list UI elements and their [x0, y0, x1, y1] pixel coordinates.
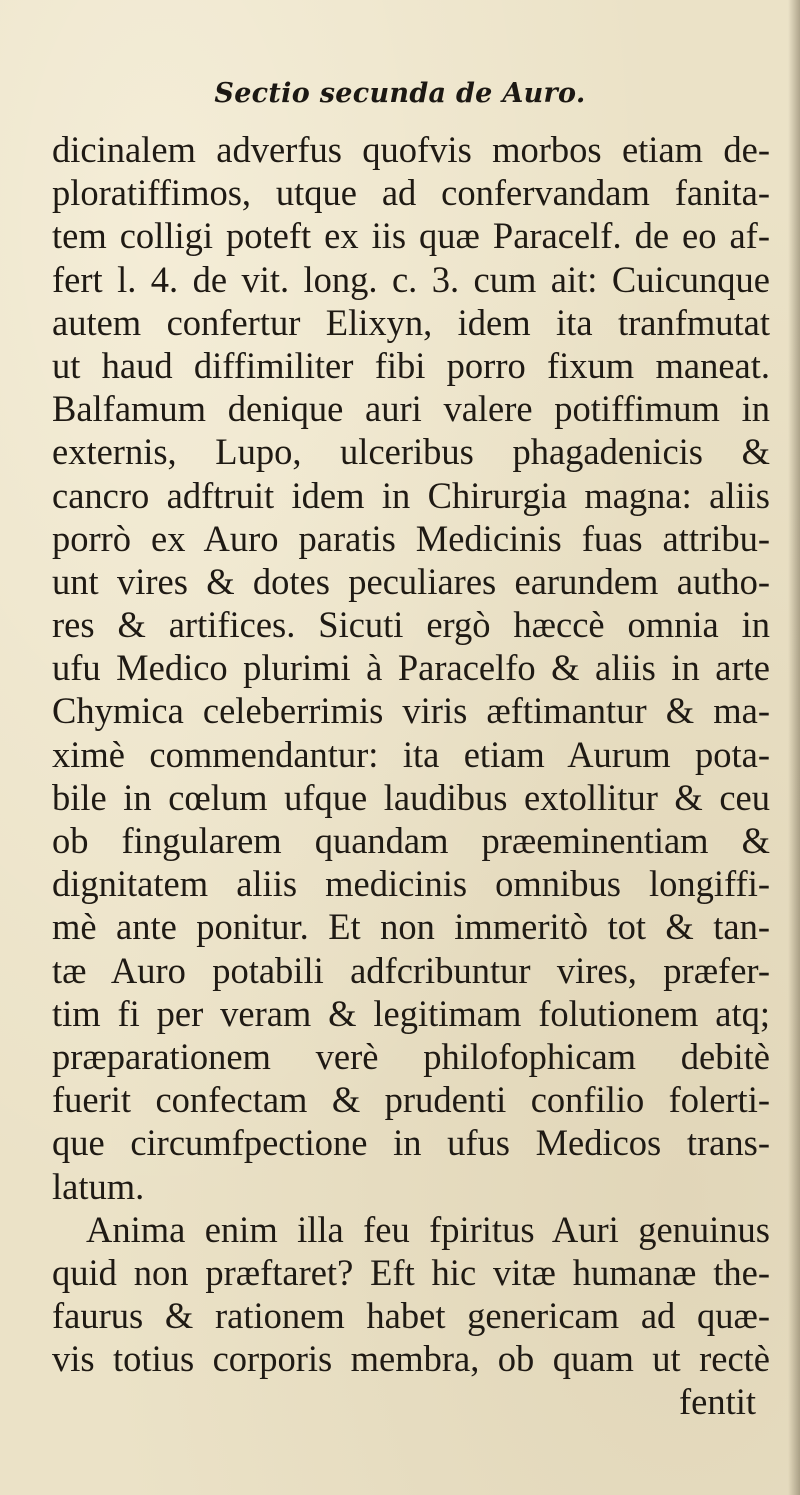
- text-line: cancro adftruit idem in Chirurgia magna: aliis: [52, 474, 770, 516]
- text-line: tæ Auro potabili adfcribuntur vires, præfer-: [52, 949, 770, 991]
- text-line: ob fingularem quandam præeminentiam &: [52, 820, 770, 861]
- text-line: mè ante ponitur. Et non immeritò tot & tan-: [52, 906, 770, 948]
- text-line: dicinalem adverfus quofvis morbos etiam de-: [52, 129, 770, 170]
- text-line: ut haud diffimiliter fibi porro fixum maneat.: [52, 344, 770, 386]
- text-line: vis totius corporis membra, ob quam ut rectè: [52, 1338, 770, 1380]
- text-line: externis, Lupo, ulceribus phagadenicis &: [52, 431, 770, 473]
- text-line: porrò ex Auro paratis Medicinis fuas attribu-: [52, 517, 770, 559]
- text-line: faurus & rationem habet genericam ad quæ-: [52, 1295, 770, 1337]
- text-line: ximè commendantur: ita etiam Aurum pota-: [52, 733, 770, 775]
- running-head: Sectio secunda de Auro.: [214, 78, 586, 109]
- text-line: res & artifices. Sicuti ergò hæccè omnia in: [52, 604, 770, 646]
- text-line: que circumfpectione in ufus Medicos trans-: [52, 1122, 770, 1164]
- catchword: fentit: [678, 1381, 756, 1423]
- text-line: ufu Medico plurimi à Paracelfo & aliis in arte: [52, 647, 770, 689]
- text-line: dignitatem aliis medicinis omnibus longiffi-: [52, 863, 770, 905]
- text-line: unt vires & dotes peculiares earundem autho-: [52, 560, 770, 602]
- page-edge-shadow: [788, 0, 800, 1495]
- body-text: [52, 128, 770, 1424]
- text-line: fert l. 4. de vit. long. c. 3. cum ait: Cuicunque: [52, 258, 770, 300]
- text-line: ploratiffimos, utque ad confervandam fanita-: [52, 172, 770, 214]
- text-line: autem confertur Elixyn, idem ita tranfmutat: [52, 301, 770, 343]
- text-line: tem colligi poteft ex iis quæ Paracelf. de eo af-: [52, 215, 770, 257]
- text-line: præparationem verè philofophicam debitè: [52, 1035, 770, 1077]
- text-line: fuerit confectam & prudenti confilio folerti-: [52, 1079, 770, 1121]
- text-line: Balfamum denique auri valere potiffimum in: [52, 388, 770, 430]
- paragraph-start-line: Anima enim illa feu fpiritus Auri genuinus: [86, 1208, 770, 1250]
- text-line: quid non præftaret? Eft hic vitæ humanæ the-: [52, 1251, 770, 1293]
- text-line: Chymica celeberrimis viris æftimantur & ma-: [52, 690, 770, 732]
- paragraph-end-line: latum.: [52, 1165, 145, 1207]
- text-line: tim fi per veram & legitimam folutionem atq;: [52, 992, 770, 1034]
- text-line: bile in cœlum ufque laudibus extollitur & ceu: [52, 776, 770, 818]
